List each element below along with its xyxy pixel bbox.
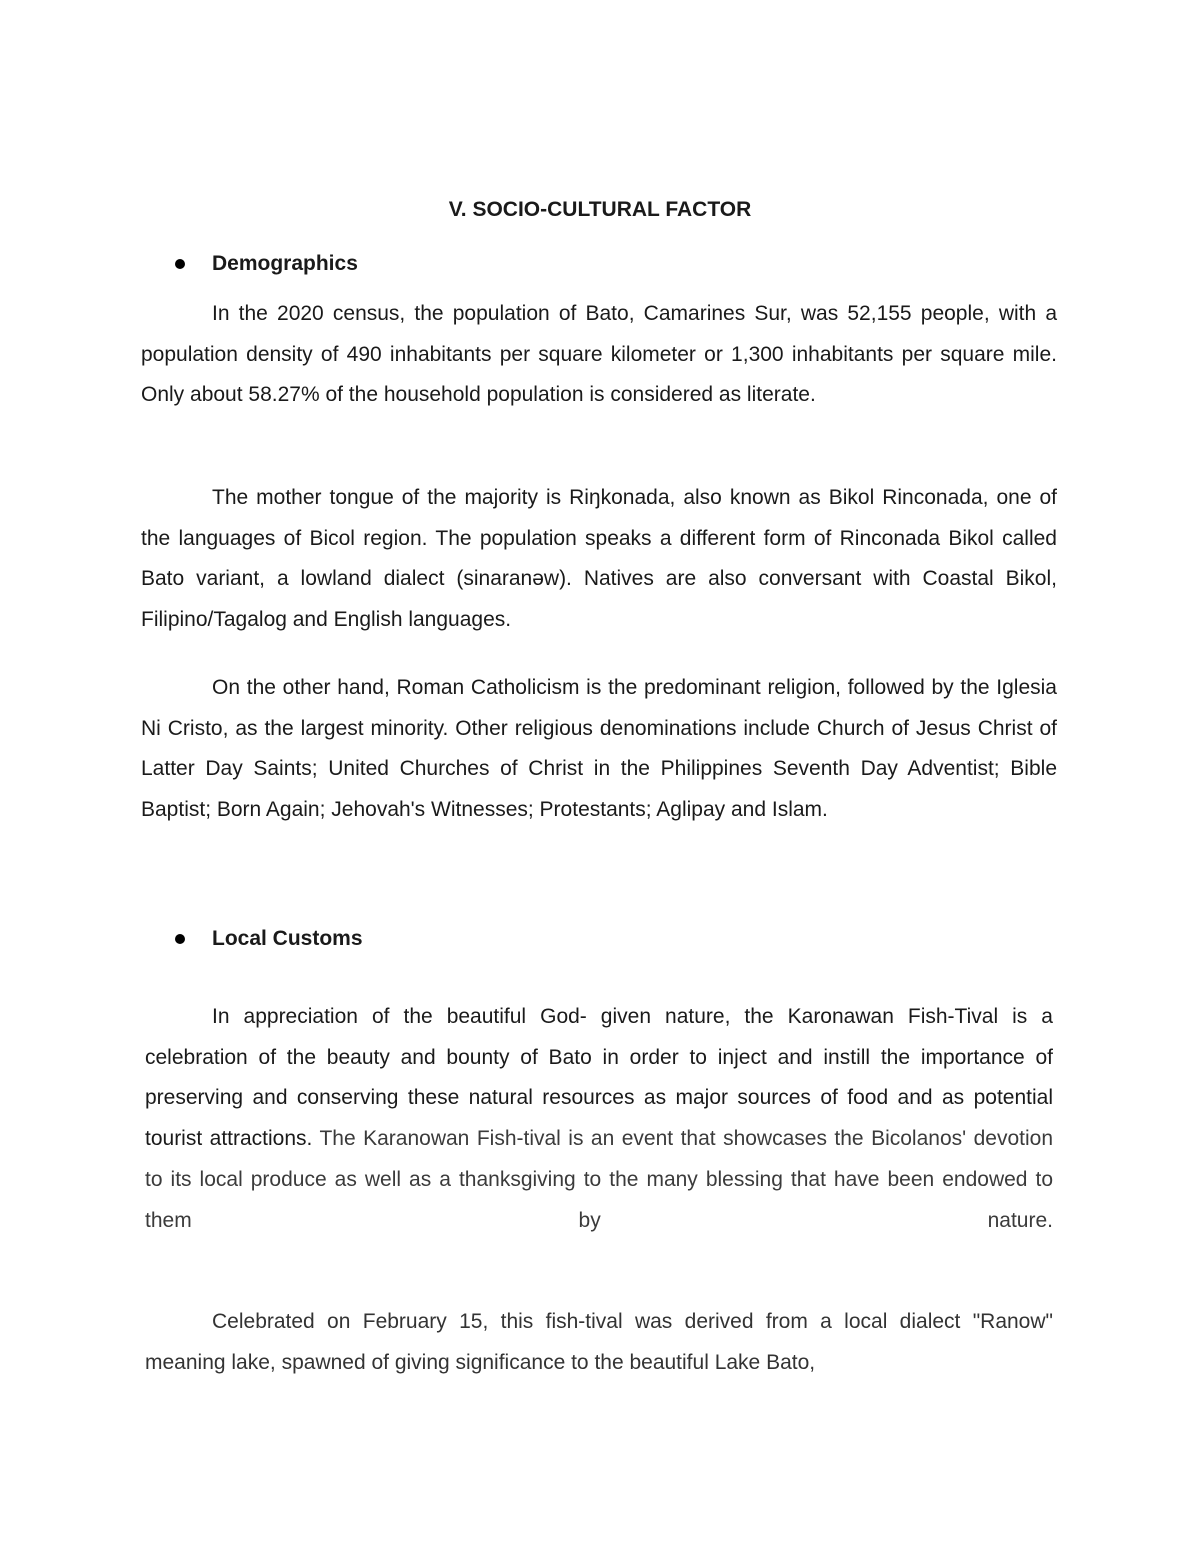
demographics-paragraph-religion: On the other hand, Roman Catholicism is the predominant religion, followed by the Iglesia Ni Cristo, as the largest minority. Other religious denominations include Church of Jesus Christ of Latter Day Saints; United Churches of Christ in the Philippines Seventh Day Adventist; Bible Baptist; Born Again; Jehovah's Witnesses; Protestants; Aglipay and Islam. (141, 676, 1057, 822)
section-heading-label: Local Customs (212, 927, 363, 950)
section-heading-label: Demographics (212, 252, 358, 275)
demographics-paragraph-language: The mother tongue of the majority is Riŋkonada, also known as Bikol Rinconada, one of the languages of Bicol region. The population speaks a different form of Rinconada Bikol called Bato variant, a lowland dialect (sinaranəw). Natives are also conversant with Coastal Bikol, Filipino/Tagalog and English languages. (141, 486, 1057, 632)
fishtival-text-part-b: The Karanowan Fish-tival is an event that showcases the Bicolanos' devotion to its local produce as well as a thanksgiving to the many blessing that have been endowed to them by nature. (145, 1127, 1053, 1232)
fishtival-text-part-a: In appreciation of the beautiful God- given nature, the Karonawan Fish-Tival is a celebration of the beauty and bounty of Bato in order to inject and instill the importance of preserving and conserving these natural resources as major sources of food and as potential tourist attractions. (145, 1005, 1053, 1151)
local-customs-paragraph-celebration: Celebrated on February 15, this fish-tival was derived from a local dialect "Ranow" meaning lake, spawned of giving significance to the beautiful Lake Bato, (145, 1310, 1053, 1374)
bullet-icon (175, 259, 185, 269)
local-customs-paragraph-fishtival (145, 997, 1053, 1241)
bullet-icon (175, 934, 185, 944)
demographics-paragraph-population: In the 2020 census, the population of Bato, Camarines Sur, was 52,155 people, with a population density of 490 inhabitants per square kilometer or 1,300 inhabitants per square mile. Only about 58.27% of the household population is considered as literate. (141, 302, 1057, 407)
page-title: V. SOCIO-CULTURAL FACTOR (448, 198, 752, 221)
